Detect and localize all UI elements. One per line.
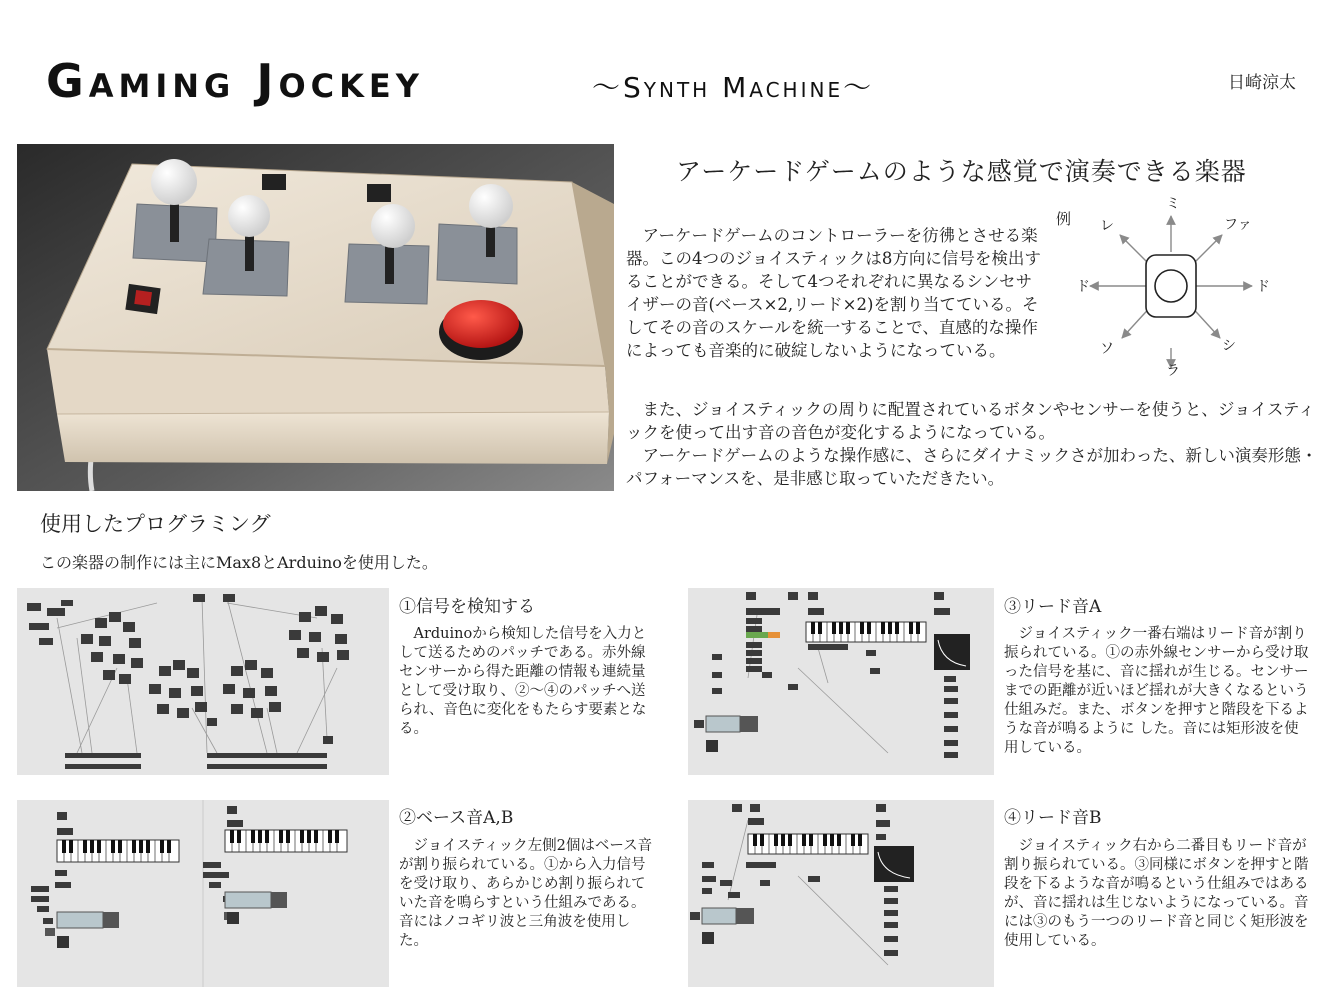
patch-screenshot-signal [17,588,389,775]
diagram-example-label: 例 [1056,210,1072,228]
page-title: Gaming Jockey [46,54,424,108]
piano-keyboard [748,834,868,854]
max-patch-lead-b-diagram [688,800,994,987]
intro-paragraph-3: アーケードゲームのような操作感に、さらにダイナミックさが加わった、新しい演奏形態・パフォーマンスを、是非感じ取っていただきたい。 [626,446,1318,488]
diagram-label-left: ド [1076,279,1090,295]
intro-paragraph-2: また、ジョイスティックの周りに配置されているボタンやセンサーを使うと、ジョイスティックを使って出す音の音色が変化するようになっている。 [626,400,1315,442]
patch-title-bass: ②ベース音A,B [399,808,514,828]
diagram-label-up-right: ファ [1224,217,1252,233]
piano-keyboard-right [225,830,347,852]
patch-screenshot-bass [17,800,389,987]
piano-keyboard [806,622,926,642]
diagram-label-up-left: レ [1100,218,1114,234]
max-patch-lead-a-diagram [688,588,994,775]
patch-body-signal: Arduinoから検知した信号を入力として送るためのパッチである。赤外線センサーから得た距離の情報も連続量として受け取り、②～④のパッチへ送られ、音色に変化をもたらす要素となる。 [399,626,647,737]
programming-heading: 使用したプログラミング [40,512,271,536]
programming-text: この楽器の制作には主にMax8とArduinoを使用した。 [40,553,438,572]
diagram-label-up: ミ [1166,196,1180,212]
intro-headline: アーケードゲームのような感覚で演奏できる楽器 [676,157,1247,186]
piano-keyboard-left [57,840,179,862]
joystick-direction-diagram [1050,190,1330,380]
product-photo [17,144,614,491]
diagram-label-down-right: シ [1222,338,1236,354]
patch-body-lead-a: ジョイスティック一番右端はリード音が割り振られている。①の赤外線センサーから受け取った信号を基に、音に揺れが生じる。センサーまでの距離が近いほど揺れが大きくなるという仕組みだ。また、ボタンを押すと階段を下るような音が鳴るように した。音には矩形波を使用している。 [1004,626,1309,756]
patch-title-lead-b: ④リード音B [1004,808,1102,828]
diagram-label-down-left: ソ [1100,341,1114,357]
patch-screenshot-lead-b [688,800,994,987]
patch-screenshot-lead-a [688,588,994,775]
patch-body-lead-b: ジョイスティック右から二番目もリード音が割り振られている。③同様にボタンを押すと階段を下るような音が鳴るという仕組みではあるが、音に揺れは生じないようになっている。音には③のもう一つのリード音と同じく矩形波を使用している。 [1004,838,1309,949]
diagram-label-right: ド [1256,279,1270,295]
intro-paragraph-1: アーケードゲームのコントローラーを彷彿とさせる楽器。この4つのジョイスティックは8方向に信号を検出することができる。そして4つそれぞれに異なるシンセサイザーの音(ベース×2,リード×2)を割り当てている。そしてその音のスケールを統一することで、直感的な操作によっても音楽的に破綻しないようになっている。 [626,226,1041,360]
page-subtitle: ～Synth Machine～ [592,71,875,104]
max-patch-signal-diagram [17,588,389,775]
author-name: 日崎涼太 [1228,73,1296,93]
patch-body-bass: ジョイスティック左側2個はベース音が割り振られている。①から入力信号を受け取り、あらかじめ割り振られていた音を鳴らすという仕組みである。音にはノコギリ波と三角波を使用した。 [399,838,653,949]
patch-title-signal: ①信号を検知する [399,597,535,617]
diagram-label-down: ラ [1166,363,1180,379]
intro-paragraphs-2-3 [626,398,1326,490]
max-patch-bass-diagram [17,800,389,987]
patch-title-lead-a: ③リード音A [1004,597,1102,617]
